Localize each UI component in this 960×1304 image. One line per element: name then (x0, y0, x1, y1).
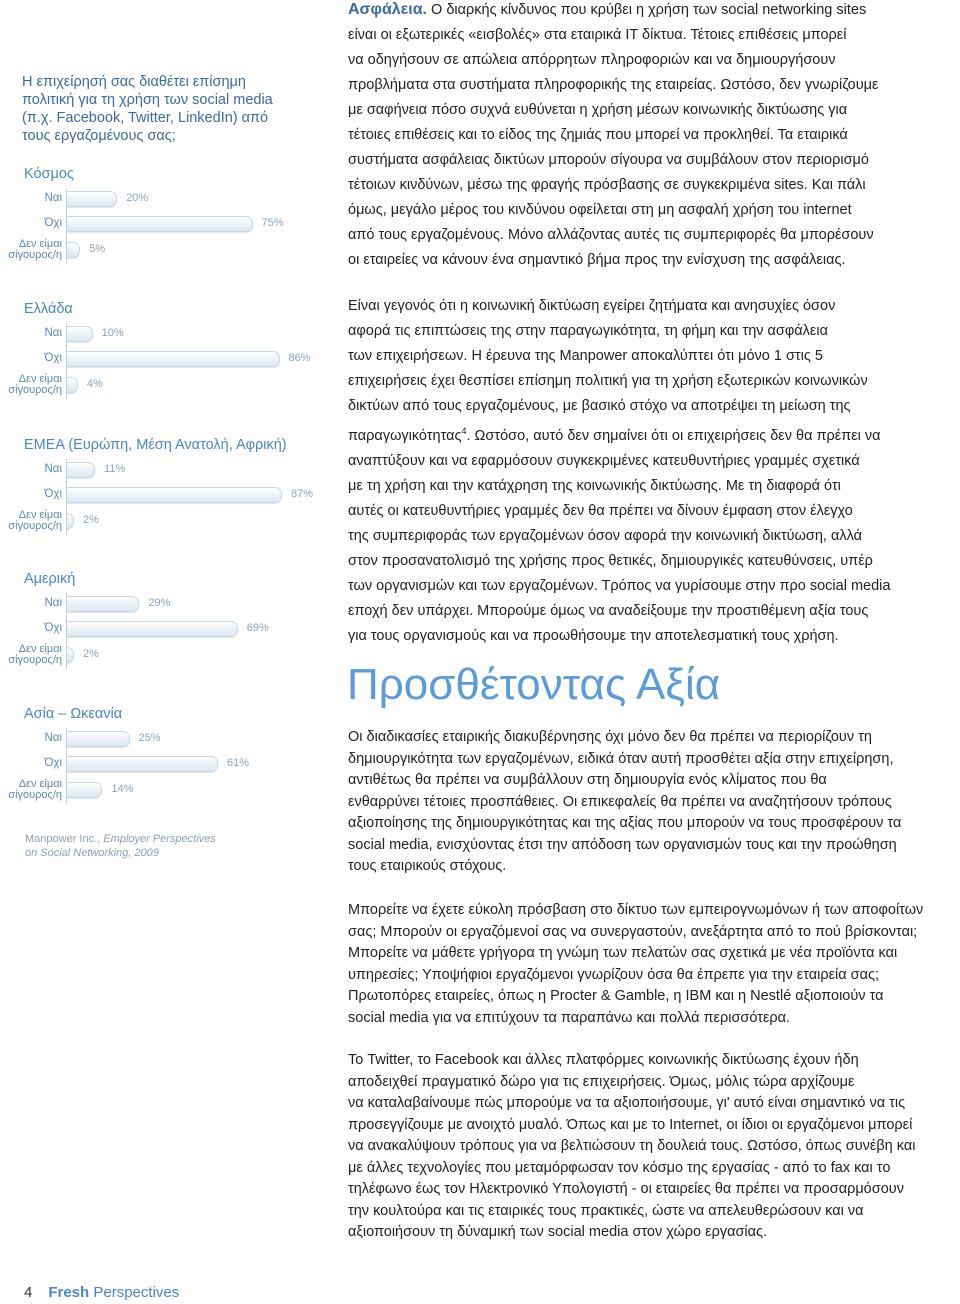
bar-value-label: 11% (104, 463, 126, 475)
text-line: Οι διαδικασίες εταιρικής διακυβέρνησης όχι μόνο δεν θα πρέπει να περιορίζουν τη (348, 729, 872, 745)
survey-question: Η επιχείρησή σας διαθέτει επίσημη πολιτική για τη χρήση των social media (π.χ. Facebook, Twitter, LinkedIn) από τους εργαζομένους σας; (22, 74, 273, 144)
text-line: των οργανισμών και των εργαζομένων. Τρόπος να γυρίσουμε στην προ social media (348, 577, 891, 594)
source-org: Manpower Inc., (25, 833, 104, 845)
text-line: τέτοιες επιθέσεις και το είδος της ζημιάς που μπορεί να προκληθεί. Τα εταιρικά (348, 127, 848, 143)
paragraph-access-body (348, 902, 923, 1026)
row-label: Όχι (44, 352, 62, 364)
group-title: Αμερική (24, 571, 76, 587)
text-line: αποδειχθεί πραγματικό δώρο για τις επιχειρήσεις. Όμως, μόλις τώρα αρχίζουμε (348, 1073, 855, 1090)
bar (67, 216, 253, 232)
text-line: αντιθέτως θα πρέπει να συμβάλλουν στη δημιουργία ενός κλίματος που θα (348, 772, 827, 788)
text-line: την κουλτούρα και τις εταιρικές τους πρακτικές, ώστε να απελευθερώσουν και να (348, 1202, 864, 1219)
text-line: της συμπεριφοράς των εργαζομένων όσον αφορά την κοινωνική δικτύωση, αλλά (348, 527, 863, 544)
bar-value-label: 2% (83, 648, 99, 660)
bar-value-label: 29% (148, 597, 171, 609)
bar (67, 462, 95, 478)
paragraph-platforms (348, 1050, 960, 1244)
chart-source (25, 832, 216, 860)
row-label: Ναι (44, 597, 62, 609)
text-line: να ανακαλύψουν τρόπους για να βελτιώσουν τη δουλειά τους. Ωστόσο, όπως συνέβη και (348, 1138, 916, 1154)
bar-value-label: 61% (227, 757, 250, 769)
bar-value-label: 10% (101, 327, 124, 339)
row-label: Όχι (44, 622, 62, 634)
text-line: Ο διαρκής κίνδυνος που κρύβει η χρήση των social networking sites (427, 2, 867, 18)
bar-value-label: 4% (86, 378, 103, 390)
text-line: με άλλες τεχνολογίες που μεταμόρφωσαν τον κόσμο της εργασίας - από το fax και το (348, 1159, 891, 1176)
row-label: Όχι (44, 757, 62, 769)
page-footer (24, 1284, 179, 1301)
bar (67, 326, 93, 342)
paragraph-productivity-a (348, 298, 868, 414)
bar-value-label: 87% (291, 488, 314, 500)
text-line: αυτές οι κατευθυντήριες γραμμές δεν θα πρέπει να δίνουν έμφαση στον έλεγχο (348, 502, 853, 519)
text-line: social media για να επιτύχουν τα παραπάνω και πολλά περισσότερα. (348, 1009, 791, 1026)
paragraph-lead: Ασφάλεια. (348, 1, 427, 18)
text-line: τους εταιρικούς στόχους. (348, 858, 507, 874)
text-line: αναπτύξουν και να εφαρμόσουν συγκεκριμένες κατευθυντήριες γραμμές σχετικά (348, 452, 860, 469)
text-line: να οδηγήσουν σε απώλεια απόρρητων πληροφοριών και να δημιουργήσουν (348, 52, 836, 68)
source-line2: on Social Networking, 2009 (25, 847, 159, 859)
row-label: Ναι (44, 192, 62, 204)
text-line: συστήματα ασφάλειας δικτύων μπορούν σίγουρα να συμβάλουν στον περιορισμό (348, 152, 869, 168)
text-line: ενθαρρύνει τέτοιες προσπάθειες. Οι επικεφαλείς θα πρέπει να αναζητήσουν τρόπους (348, 793, 892, 810)
row-label: Δεν είμαι σίγουρος/η (8, 238, 62, 261)
text-line: Πρωτοπόρες εταιρείες, όπως η Procter & Gamble, η IBM και η Nestlé αξιοποιούν τα (348, 988, 884, 1004)
text-line: αξιοποίησης της δημιουργικότητας και της αξίας που μπορούν να τους προσφέρουν τα (348, 815, 902, 831)
row-label: Όχι (44, 488, 62, 500)
row-label: Ναι (44, 327, 62, 339)
text-line: για τους οργανισμούς και να προωθήσουμε την αποτελεσματική τους χρήση. (348, 627, 839, 644)
text-line: εποχή δεν υπάρχει. Μπορούμε όμως να αναδείξουμε την προστιθέμενη αξία τους (348, 602, 869, 619)
text-line: με σαφήνεια πόσο συχνά ευθύνεται η χρήση μέσων κοινωνικής δικτύωσης για (348, 102, 848, 118)
bar-value-label: 75% (261, 217, 284, 229)
bar (67, 377, 78, 393)
text-line: οι εταιρείες να κάνουν ένα σημαντικό βήμα προς την ενίσχυση της ασφάλειας. (348, 252, 846, 268)
bar-value-label: 2% (83, 514, 99, 526)
paragraph-security-body (348, 2, 878, 268)
bar-value-label: 5% (89, 243, 106, 255)
row-label: Όχι (44, 217, 62, 229)
paragraph-value (348, 727, 960, 878)
brand-perspectives: Perspectives (89, 1284, 180, 1301)
row-label: Δεν είμαι σίγουρος/η (8, 643, 62, 666)
paragraph-platforms-body (348, 1052, 915, 1240)
paragraph-access (348, 900, 960, 1029)
brand-fresh: Fresh (48, 1284, 90, 1301)
text-line: Μπορείτε να μάθετε γρήγορα τη γνώμη των πελατών σας σχετικά με νέα προϊόντα και (348, 945, 898, 961)
bar (67, 487, 282, 503)
bar-value-label: 86% (288, 352, 311, 364)
paragraph-productivity-b (348, 453, 890, 644)
bar (67, 756, 218, 772)
paragraph-productivity (348, 294, 958, 649)
group-title: Ασία – Ωκεανία (24, 706, 123, 722)
text-line: Μπορείτε να έχετε εύκολη πρόσβαση στο δίκτυο των εμπειρογνωμόνων ή των αποφοίτων (348, 902, 924, 918)
row-label: Δεν είμαι σίγουρος/η (8, 373, 62, 396)
bar (67, 242, 80, 258)
source-title: Employer Perspectives (103, 833, 216, 845)
text-line: επιχειρήσεις έχει θεσπίσει επίσημη πολιτική για τη χρήση εξωτερικών κοινωνικών (348, 373, 868, 389)
paragraph-value-body (348, 729, 901, 874)
paragraph-sup-before: παραγωγικότητας (348, 427, 462, 444)
bar (67, 621, 238, 637)
bar (67, 513, 74, 529)
row-label: Ναι (44, 463, 62, 475)
bar (67, 191, 117, 207)
paragraph-security (348, 0, 958, 273)
bar (67, 596, 139, 612)
bar (67, 351, 280, 367)
row-label: Δεν είμαι σίγουρος/η (8, 778, 62, 801)
footnote-ref: 4 (461, 426, 467, 436)
page-number: 4 (24, 1284, 33, 1301)
bar-value-label: 14% (111, 783, 134, 795)
paragraph-sup-after: . Ωστόσο, αυτό δεν σημαίνει ότι οι επιχειρήσεις δεν θα πρέπει να (466, 427, 881, 444)
text-line: υπηρεσίες; Υποψήφιοι εργαζόμενοι γνωρίζουν όσα θα έπρεπε για την εταιρεία σας; (348, 966, 880, 983)
text-line: στον προσανατολισμό της χρήσης προς θετικές, δημιουργικές κατευθύνσεις, υπέρ (348, 552, 873, 569)
bar-value-label: 25% (138, 732, 161, 744)
text-line: αφορά τις επιπτώσεις της στην παραγωγικότητα, τη φήμη και την ασφάλεια (348, 323, 828, 339)
text-line: προβλήματα στα συστήματα πληροφορικής της εταιρείας. Ωστόσο, δεν γνωρίζουμε (348, 77, 879, 93)
text-line: σας; Μπορούν οι εργαζόμενοί σας να συνεργαστούν, ανεξάρτητα από το πού βρίσκονται; (348, 923, 918, 940)
bar (67, 731, 130, 747)
text-line: Είναι γεγονός ότι η κοινωνική δικτύωση εγείρει ζητήματα και ανησυχίες όσον (348, 298, 836, 314)
text-line: με τη χρήση και την κατάχρηση της κοινωνικής δικτύωσης. Με τη διαφορά ότι (348, 477, 841, 494)
text-line: των επιχειρήσεων. Η έρευνα της Manpower αποκαλύπτει ότι μόνο 1 στις 5 (348, 348, 823, 364)
bar (67, 647, 74, 663)
text-line: δημιουργικότητα των εργαζομένων, ειδικά όταν αυτή προσθέτει αξία στην επιχείρηση, (348, 750, 894, 767)
text-line: είναι οι εξωτερικές «εισβολές» στα εταιρικά IT δίκτυα. Τέτοιες επιθέσεις μπορεί (348, 27, 847, 43)
section-title: Προσθέτοντας Αξία (347, 660, 721, 709)
text-line: όμως, μεγάλο μέρος του κινδύνου οφείλεται στη μη ασφαλή χρήση του internet (348, 202, 852, 218)
group-title: Ελλάδα (24, 301, 73, 317)
text-line: τηλέφωνο έως τον Ηλεκτρονικό Υπολογιστή - οι εταιρείες θα πρέπει να προσαρμόσουν (348, 1181, 904, 1197)
row-label: Δεν είμαι σίγουρος/η (8, 509, 62, 532)
text-line: να καταλαβαίνουμε πώς μπορούμε να τα αξιοποιήσουμε, γι' αυτό είναι σημαντικό να τις (348, 1095, 906, 1111)
text-line: social media, ενισχύοντας έτσι την απόδοση των οργανισμών τους και την προώθηση (348, 836, 897, 853)
text-line: τέτοιων κινδύνων, μέσω της φραγής πρόσβασης σε συγκεκριμένα sites. Και πάλι (348, 177, 866, 193)
text-line: δικτύων από τους εργαζομένους, με βασικό στόχο να αποτρέψει τη μείωση της (348, 398, 851, 414)
bar (67, 782, 102, 798)
group-title: Κόσμος (24, 166, 74, 182)
text-line: προσεγγίζουμε με ανοιχτό μυαλό. Όπως και με το Internet, οι ίδιοι οι εργαζόμενοι μπορεί (348, 1116, 913, 1133)
text-line: αξιοποιήσουν τη δύναμική των social media στον χώρο εργασίας. (348, 1224, 768, 1240)
group-title: ΕΜΕΑ (Ευρώπη, Μέση Ανατολή, Αφρική) (24, 437, 287, 453)
bar-value-label: 20% (126, 192, 149, 204)
row-label: Ναι (44, 732, 62, 744)
text-line: από τους εργαζομένους. Μόνο αλλάζοντας αυτές τις συμπεριφορές θα μπορέσουν (348, 227, 874, 243)
text-line: Το Twitter, το Facebook και άλλες πλατφόρμες κοινωνικής δικτύωσης έχουν ήδη (348, 1052, 859, 1068)
bar-value-label: 69% (246, 622, 269, 634)
